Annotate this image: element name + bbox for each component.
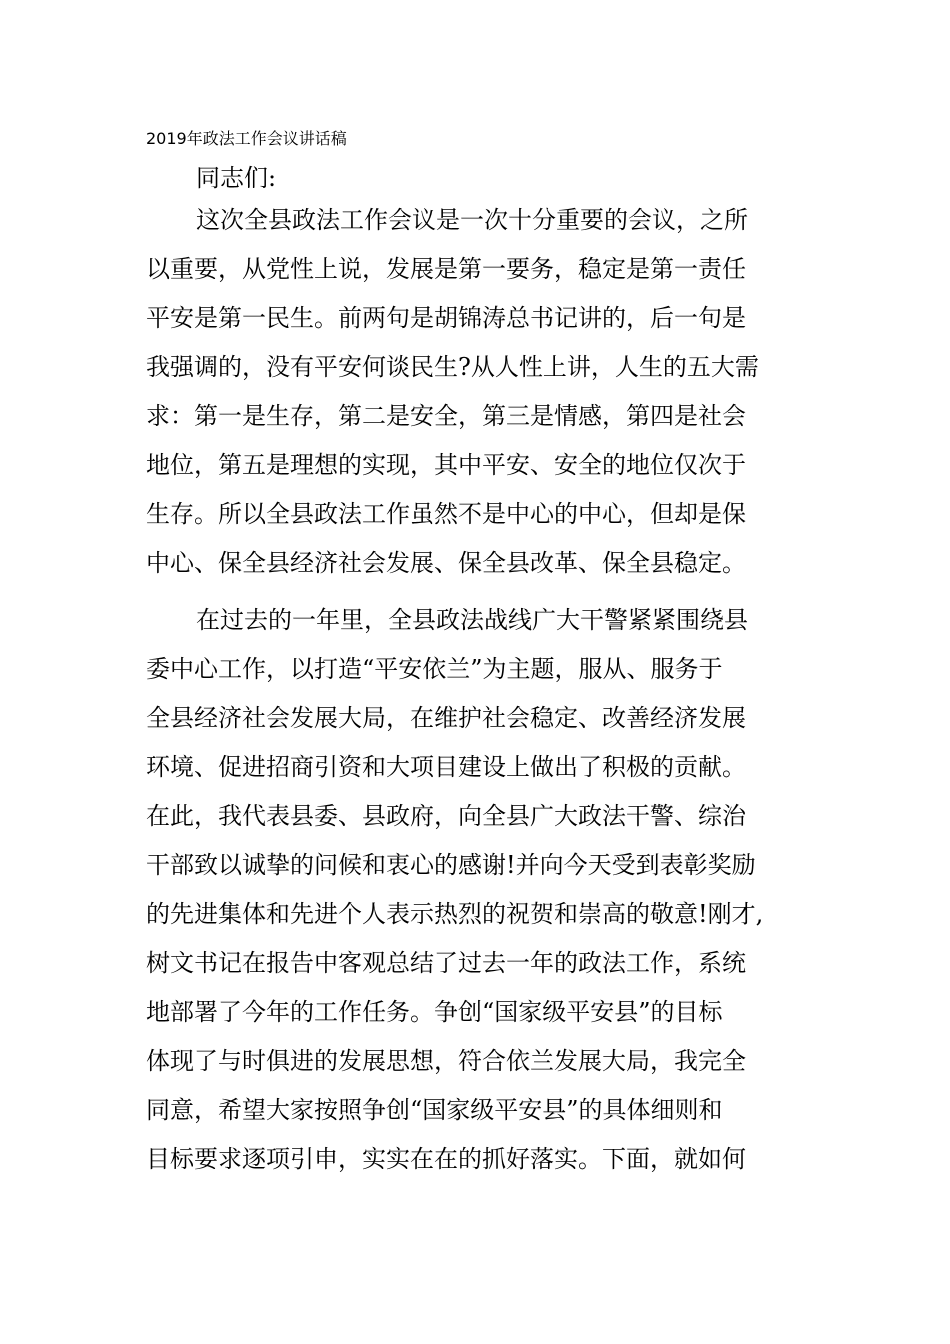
paragraph-line: 这次全县政法工作会议是一次十分重要的会议，之所 — [196, 206, 748, 234]
document-title: 2019年政法工作会议讲话稿 — [146, 129, 347, 148]
paragraph-line: 生存。所以全县政法工作虽然不是中心的中心，但却是保 — [146, 500, 746, 528]
paragraph-line: 中心、保全县经济社会发展、保全县改革、保全县稳定。 — [146, 549, 746, 577]
paragraph-line: 地位，第五是理想的实现，其中平安、安全的地位仅次于 — [146, 451, 746, 479]
paragraph-line: 同意，希望大家按照争创“国家级平安县”的具体细则和 — [146, 1096, 723, 1124]
paragraph-1 — [146, 200, 812, 592]
paragraph-line: 地部署了今年的工作任务。争创“国家级平安县”的目标 — [146, 998, 723, 1026]
paragraph-line: 在此，我代表县委、县政府，向全县广大政法干警、综治 — [146, 802, 746, 830]
paragraph-line: 干部致以诚挚的问候和衷心的感谢!并向今天受到表彰奖励 — [146, 851, 756, 879]
paragraph-line: 求：第一是生存，第二是安全，第三是情感，第四是社会 — [146, 402, 746, 430]
paragraph-line: 以重要，从党性上说，发展是第一要务，稳定是第一责任 — [146, 255, 746, 283]
paragraph-line: 的先进集体和先进个人表示热烈的祝贺和崇高的敬意!刚才, — [146, 900, 764, 928]
paragraph-line: 目标要求逐项引申，实实在在的抓好落实。下面，就如何 — [146, 1145, 746, 1173]
paragraph-line: 委中心工作，以打造“平安依兰”为主题，服从、服务于 — [146, 655, 723, 683]
paragraph-line: 体现了与时俱进的发展思想，符合依兰发展大局，我完全 — [146, 1047, 746, 1075]
paragraph-line: 环境、促进招商引资和大项目建设上做出了积极的贡献。 — [146, 753, 746, 781]
paragraph-line: 树文书记在报告中客观总结了过去一年的政法工作，系统 — [146, 949, 746, 977]
paragraph-line: 平安是第一民生。前两句是胡锦涛总书记讲的，后一句是 — [146, 304, 746, 332]
paragraph-line: 我强调的，没有平安何谈民生?从人性上讲，人生的五大需 — [146, 353, 759, 381]
paragraph-2 — [146, 600, 812, 1188]
salutation: 同志们: — [196, 164, 277, 192]
paragraph-line: 全县经济社会发展大局，在维护社会稳定、改善经济发展 — [146, 704, 746, 732]
paragraph-line: 在过去的一年里，全县政法战线广大干警紧紧围绕县 — [196, 606, 748, 634]
